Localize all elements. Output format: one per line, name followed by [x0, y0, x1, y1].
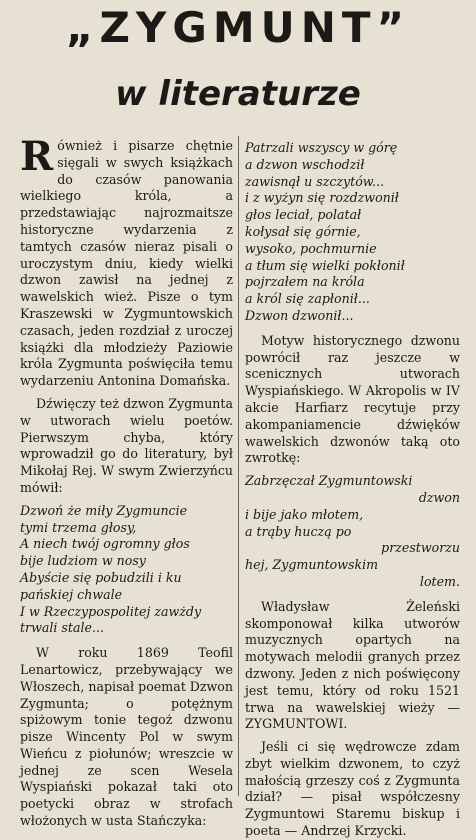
verse-line: dzwon [418, 489, 460, 505]
paragraph-poets: Dźwięczy też dzwon Zygmunta w utworach wielu poetów. Pierwszym chyba, który wprowadził go do literatury, był Mikołaj Rej. W swym Zwierzyńcu mówił: [20, 395, 233, 495]
paragraph-intro-text: ównież i pisarze chętnie sięgali w swych książkach do czasów panowania wielkiego króla, a przedstawiając najrozmaitsze historyczne wydarzenia z tamtych czasów nieraz pisali o uroczystym dniu, kiedy wielki dzwon zawisł na jednej z wawelskich wież. Pisze o tym Kraszewski w Zygmuntowskich czasach, jeden rozdział z uroczej książki dla młodzieży Paziowie króla Zygmunta poświęciła temu wydarzeniu Antonina Domańska. [20, 138, 233, 389]
verse-line: hej, Zygmuntowskim [245, 557, 379, 573]
verse-line: i z wyżyn się rozdzwonił [245, 190, 399, 206]
verse-line: lotem. [419, 573, 460, 589]
paragraph-wyspianski: Motyw historycznego dzwonu powrócił raz jeszcze w scenicznych utworach Wyspiańskiego. W Akropolis w IV akcie Harfiarz recytuje przy akompaniamencie dźwięków wawelskich dzwonów taką oto zwrotkę: [245, 332, 460, 466]
verse-line: a tłum się wielki pokłonił [245, 257, 405, 273]
paragraph-krzycki: Jeśli ci się wędrowcze zdam zbyt wielkim dzwonem, to czyż małością grzeszy coś z Zygmunta dział? — pisał współczesny Zygmuntowi Staremu biskup i poeta — Andrzej Krzycki. [245, 739, 460, 839]
verse-line: tymi trzema głosy, [20, 519, 137, 535]
verse-line: Dzwon dzwonił... [245, 307, 354, 323]
article-title: „ZYGMUNT” [65, 3, 411, 52]
verse-harfiarz [245, 473, 460, 591]
verse-line: bije ludziom w nosy [20, 553, 146, 569]
article-subtitle: w literaturze [115, 74, 361, 114]
verse-line: a dzwon wschodził [245, 156, 365, 172]
paragraph-lenartowicz: W roku 1869 Teofil Lenartowicz, przebywający we Włoszech, napisał poemat Dzwon Zygmunta; o potężnym spiżowym tonie tegoż dzwonu pisze Wincenty Pol w swym Wieńcu z piołunów; wreszcie w jednej ze scen Wesela Wyspiański pokazał taki oto poetycki obraz w strofach włożonych w usta Stańczyka: [20, 645, 233, 829]
verse-line: wysoko, pochmurnie [245, 240, 377, 256]
verse-line: trwali stale... [20, 620, 104, 636]
verse-line: przestworzu [381, 540, 460, 556]
verse-line: głos leciał, polatał [245, 207, 362, 223]
right-column [245, 138, 460, 839]
verse-line: a król się zapłonił... [245, 291, 370, 307]
verse-line: Zabrzęczał Zygmuntowski [245, 473, 413, 489]
verse-line: pańskiej chwale [20, 586, 123, 602]
verse-line: Dzwoń że miły Zygmuncie [20, 502, 188, 518]
verse-stanczyk [245, 140, 460, 325]
left-column [20, 133, 233, 829]
verse-line: i bije jako młotem, [245, 506, 364, 522]
paragraph-zelenski: Władysław Żeleński skomponował kilka utworów muzycznych opartych na motywach melodii granych przez dzwony. Jeden z nich poświęcony jest temu, który od roku 1521 trwa na wawelskiej wieży — ZYGMUNTOWI. [245, 598, 460, 732]
verse-line: zawisnął u szczytów... [245, 173, 385, 189]
verse-rej [20, 503, 233, 637]
paragraph-intro [20, 133, 233, 390]
drop-cap: R [20, 133, 54, 180]
column-divider [238, 136, 239, 796]
verse-line: kołysał się górnie, [245, 223, 361, 239]
verse-line: I w Rzeczypospolitej zawżdy [20, 603, 202, 619]
verse-line: pojrzałem na króla [245, 274, 365, 290]
verse-line: Patrzali wszyscy w górę [245, 140, 398, 155]
verse-line: Abyście się pobudzili i ku [20, 569, 182, 585]
verse-line: a trąby huczą po [245, 523, 352, 539]
verse-line: A niech twój ogromny głos [20, 536, 190, 552]
